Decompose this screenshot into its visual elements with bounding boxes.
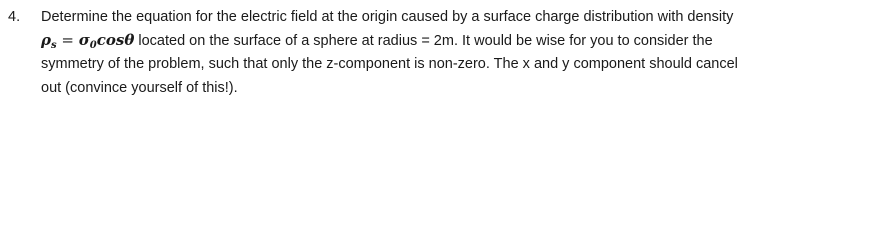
problem-line-1: Determine the equation for the electric field at the origin caused by a surface charge distribution with density [41, 9, 734, 25]
problem-line-3: symmetry of the problem, such that only the z-component is non-zero. The x and y component should cancel [41, 56, 738, 73]
rho-symbol: ρ [41, 31, 51, 50]
problem-line-2-text: located on the surface of a sphere at radius = 2m. It would be wise for you to consider the [134, 33, 713, 50]
charge-density-expression [41, 31, 135, 52]
rho-subscript: s [50, 40, 57, 52]
problem-text [41, 6, 863, 100]
problem-line-4: out (convince yourself of this!). [41, 79, 238, 96]
cos-theta: cosθ [96, 31, 135, 50]
sigma-subscript: 0 [89, 40, 97, 52]
problem-number: 4. [8, 9, 21, 25]
problem-line-2 [41, 29, 863, 53]
sigma-symbol: σ [78, 31, 90, 50]
equals-sign: = [56, 31, 79, 50]
problem-item [8, 6, 868, 100]
